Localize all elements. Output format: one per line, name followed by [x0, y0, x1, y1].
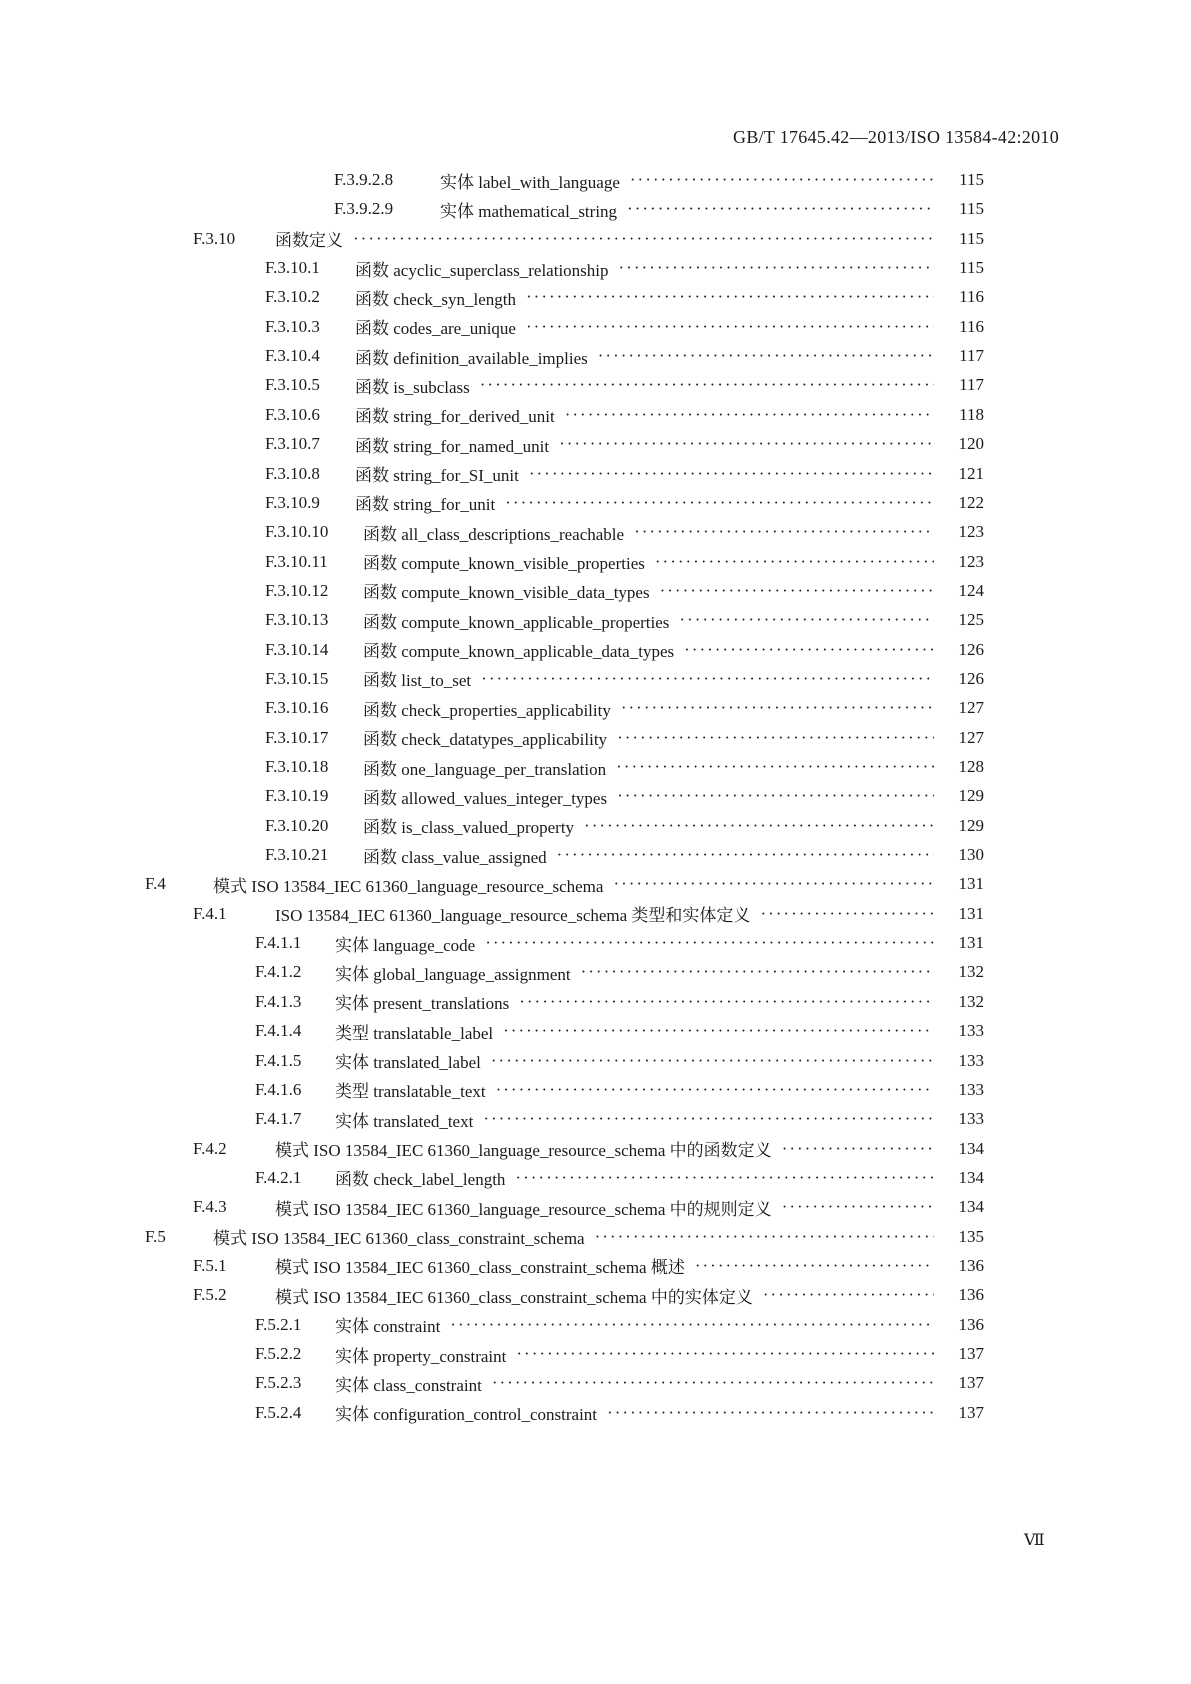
toc-entry[interactable] — [255, 1103, 984, 1135]
toc-entry-title: 函数 string_for_unit — [355, 495, 496, 515]
toc-entry-number: F.3.10.1 — [265, 258, 320, 278]
toc-entry-title: 实体 label_with_language — [440, 172, 620, 192]
toc-entry-page: 131 — [958, 903, 984, 923]
toc-entry-page: 115 — [959, 199, 984, 219]
toc-entry-title: 实体 property_constraint — [335, 1346, 507, 1366]
toc-entry-number: F.4.1.4 — [255, 1021, 302, 1041]
toc-entry-number: F.3.10.15 — [265, 668, 329, 688]
leader-dots — [485, 933, 934, 953]
leader-dots — [450, 1315, 934, 1335]
toc-entry[interactable] — [145, 868, 984, 900]
toc-entry-number: F.3.10.17 — [265, 727, 329, 747]
leader-dots — [679, 610, 934, 630]
toc-entry-page: 129 — [958, 786, 984, 806]
toc-entry[interactable] — [265, 722, 984, 754]
toc-entry-number: F.3.10.3 — [265, 316, 320, 336]
toc-entry-page: 118 — [959, 404, 984, 424]
toc-entry[interactable] — [334, 193, 984, 225]
toc-entry-number: F.4.1.6 — [255, 1079, 302, 1099]
toc-entry-page: 133 — [958, 1079, 984, 1099]
toc-entry-number: F.4.2.1 — [255, 1167, 302, 1187]
toc-entry-page: 133 — [958, 1021, 984, 1041]
toc-entry[interactable] — [265, 399, 984, 431]
toc-entry-title: 类型 translatable_label — [335, 1023, 494, 1043]
toc-entry[interactable] — [193, 898, 984, 930]
toc-entry-number: F.5.2.4 — [255, 1402, 302, 1422]
toc-entry-title: 模式 ISO 13584_IEC 61360_class_constraint_schema 概述 — [275, 1258, 685, 1278]
leader-dots — [353, 229, 934, 249]
toc-entry-title: 类型 translatable_text — [335, 1082, 486, 1102]
toc-entry[interactable] — [265, 575, 984, 607]
toc-entry-number: F.5 — [145, 1226, 166, 1246]
toc-entry[interactable] — [255, 1015, 984, 1047]
toc-entry-page: 116 — [959, 316, 984, 336]
toc-entry-page: 136 — [958, 1285, 984, 1305]
toc-entry-number: F.3.10.16 — [265, 698, 329, 718]
toc-entry-title: 函数定义 — [275, 231, 343, 251]
toc-entry-page: 127 — [958, 727, 984, 747]
toc-entry-page: 123 — [958, 522, 984, 542]
leader-dots — [617, 786, 934, 806]
leader-dots — [526, 287, 934, 307]
toc-entry[interactable] — [265, 634, 984, 666]
toc-entry-title: 函数 check_syn_length — [355, 289, 516, 309]
toc-entry-page: 115 — [959, 170, 984, 189]
toc-entry-number: F.4 — [145, 874, 166, 894]
leader-dots — [655, 552, 934, 572]
leader-dots — [634, 522, 934, 542]
toc-entry-page: 137 — [958, 1373, 984, 1393]
toc-entry[interactable] — [265, 546, 984, 578]
toc-entry-page: 115 — [959, 228, 984, 248]
toc-entry-title: 函数 check_properties_applicability — [363, 700, 611, 720]
toc-entry-title: 实体 language_code — [335, 935, 476, 955]
toc-entry[interactable] — [265, 458, 984, 490]
toc-entry-title: 函数 all_class_descriptions_reachable — [363, 524, 625, 544]
toc-entry-number: F.5.2.1 — [255, 1314, 302, 1334]
toc-entry-title: 实体 global_language_assignment — [335, 964, 571, 984]
leader-dots — [559, 434, 934, 454]
toc-entry-title: 函数 string_for_SI_unit — [355, 466, 519, 485]
toc-entry-title: 函数 compute_known_applicable_data_types — [363, 642, 675, 662]
toc-entry-title: 函数 allowed_values_integer_types — [363, 788, 608, 808]
toc-entry-page: 131 — [958, 874, 984, 894]
toc-entry-number: F.5.2 — [193, 1285, 227, 1305]
leader-dots — [617, 728, 934, 748]
toc-entry-number: F.3.10.18 — [265, 757, 329, 776]
leader-dots — [519, 992, 934, 1012]
leader-dots — [492, 1373, 934, 1393]
leader-dots — [496, 1080, 934, 1100]
toc-entry-page: 132 — [958, 962, 984, 982]
toc-entry-number: F.3.10.11 — [265, 551, 328, 571]
toc-entry-page: 133 — [958, 1109, 984, 1129]
toc-entry-title: 模式 ISO 13584_IEC 61360_language_resource_schema 中的规则定义 — [275, 1199, 772, 1219]
toc-entry-title: ISO 13584_IEC 61360_language_resource_schema 类型和实体定义 — [275, 906, 751, 926]
toc-entry-title: 函数 compute_known_visible_data_types — [363, 583, 650, 603]
leader-dots — [763, 1285, 934, 1305]
toc-entry[interactable] — [193, 1133, 984, 1165]
toc-entry-number: F.3.9.2.9 — [334, 199, 394, 219]
toc-entry[interactable] — [265, 810, 984, 842]
toc-entry-page: 116 — [959, 287, 984, 307]
toc-entry-title: 函数 compute_known_applicable_properties — [363, 612, 670, 632]
toc-entry-number: F.4.1.7 — [255, 1109, 302, 1129]
leader-dots — [607, 1403, 934, 1423]
toc-entry-page: 122 — [958, 492, 984, 512]
toc-entry[interactable] — [265, 692, 984, 724]
toc-entry-number: F.5.2.3 — [255, 1373, 302, 1393]
toc-entry[interactable] — [255, 1367, 984, 1399]
toc-entry-title: 实体 translated_text — [335, 1111, 474, 1131]
toc-entry-number: F.5.2.2 — [255, 1344, 302, 1363]
toc-entry-title: 函数 is_subclass — [355, 377, 470, 397]
toc-entry[interactable] — [265, 311, 984, 343]
toc-entry-title: 函数 check_datatypes_applicability — [363, 730, 608, 750]
toc-entry[interactable] — [255, 1309, 984, 1341]
toc-entry-page: 133 — [958, 1050, 984, 1070]
toc-entry[interactable] — [265, 428, 984, 460]
toc-entry[interactable] — [145, 1221, 984, 1253]
toc-entry-page: 121 — [958, 463, 984, 483]
toc-entry-page: 126 — [958, 639, 984, 659]
toc-entry[interactable] — [265, 369, 984, 401]
toc-entry-page: 123 — [958, 551, 984, 571]
document-header: GB/T 17645.42—2013/ISO 13584-42:2010 — [733, 127, 1059, 147]
toc-entry[interactable] — [265, 663, 984, 695]
toc-entry-number: F.3.10.14 — [265, 639, 329, 659]
leader-dots — [480, 375, 934, 395]
toc-entry-page: 136 — [958, 1314, 984, 1334]
leader-dots — [695, 1256, 934, 1276]
toc-entry[interactable] — [255, 1045, 984, 1077]
toc-entry[interactable] — [265, 516, 984, 548]
toc-entry[interactable] — [265, 487, 984, 519]
leader-dots — [503, 1021, 934, 1041]
leader-dots — [598, 346, 934, 366]
leader-dots — [515, 1168, 934, 1188]
toc-entry-title: 函数 class_value_assigned — [363, 847, 547, 867]
leader-dots — [782, 1139, 934, 1159]
toc-entry[interactable] — [255, 986, 984, 1018]
toc-entry-page: 134 — [958, 1197, 984, 1217]
leader-dots — [557, 845, 934, 865]
toc-entry-number: F.3.10.2 — [265, 287, 320, 307]
toc-entry-number: F.3.10.21 — [265, 845, 329, 865]
toc-entry-title: 函数 string_for_named_unit — [355, 436, 550, 456]
toc-entry-number: F.3.10.12 — [265, 580, 329, 600]
leader-dots — [565, 405, 934, 425]
leader-dots — [584, 816, 934, 836]
toc-entry-number: F.3.10.4 — [265, 346, 320, 366]
toc-entry[interactable] — [193, 1250, 984, 1282]
toc-entry[interactable] — [265, 281, 984, 313]
leader-dots — [660, 581, 934, 601]
toc-entry-page: 128 — [958, 757, 984, 776]
toc-entry-page: 134 — [958, 1138, 984, 1158]
toc-entry-page: 137 — [958, 1344, 984, 1363]
toc-entry-page: 130 — [958, 845, 984, 865]
toc-entry[interactable] — [265, 604, 984, 636]
toc-entry-title: 实体 present_translations — [335, 994, 510, 1014]
toc-entry[interactable] — [193, 1191, 984, 1223]
toc-entry-title: 函数 string_for_derived_unit — [355, 407, 555, 427]
toc-entry-title: 函数 one_language_per_translation — [363, 759, 607, 779]
toc-entry[interactable] — [255, 956, 984, 988]
toc-entry-page: 135 — [958, 1226, 984, 1246]
toc-entry-page: 126 — [958, 668, 984, 688]
toc-entry[interactable] — [334, 164, 984, 196]
toc-entry-title: 实体 constraint — [335, 1317, 441, 1337]
toc-entry-page: 115 — [959, 258, 984, 278]
toc-entry-title: 函数 codes_are_unique — [355, 319, 516, 339]
toc-entry[interactable] — [265, 340, 984, 372]
toc-entry-number: F.3.10 — [193, 228, 236, 248]
toc-entry-number: F.3.10.10 — [265, 522, 329, 542]
toc-entry-number: F.3.10.5 — [265, 375, 320, 395]
leader-dots — [613, 874, 934, 894]
toc-entry-number: F.4.1.5 — [255, 1050, 302, 1070]
toc-entry-title: 函数 definition_available_implies — [355, 348, 588, 368]
toc-entry-page: 137 — [958, 1402, 984, 1422]
leader-dots — [595, 1227, 934, 1247]
leader-dots — [483, 1109, 934, 1129]
toc-entry-title: 模式 ISO 13584_IEC 61360_class_constraint_schema — [213, 1229, 585, 1249]
page-number-footer: Ⅶ — [1024, 1532, 1045, 1549]
toc-entry-number: F.3.10.20 — [265, 815, 329, 835]
toc-entry[interactable] — [265, 839, 984, 871]
toc-entry[interactable] — [265, 780, 984, 812]
leader-dots — [505, 493, 934, 513]
toc-entry-number: F.3.10.6 — [265, 404, 320, 424]
leader-dots — [684, 640, 934, 660]
toc-entry-number: F.3.10.9 — [265, 492, 320, 512]
toc-entry-number: F.3.9.2.8 — [334, 170, 394, 189]
toc-entry-number: F.4.1 — [193, 903, 227, 923]
toc-entry-page: 117 — [959, 375, 984, 395]
toc-entry[interactable] — [255, 1338, 984, 1370]
toc-entry[interactable] — [265, 252, 984, 284]
toc-entry-title: 函数 compute_known_visible_properties — [363, 554, 645, 574]
toc-entry-title: 实体 class_constraint — [335, 1375, 482, 1395]
toc-entry-page: 120 — [958, 434, 984, 454]
toc-entry-page: 136 — [958, 1255, 984, 1275]
toc-entry-page: 131 — [958, 933, 984, 953]
leader-dots — [526, 317, 934, 337]
toc-entry-title: 函数 check_label_length — [335, 1170, 506, 1190]
toc-entry-page: 124 — [958, 580, 984, 600]
toc-entry-number: F.3.10.8 — [265, 463, 320, 483]
leader-dots — [491, 1051, 934, 1071]
toc-entry[interactable] — [255, 1162, 984, 1194]
toc-entry-page: 129 — [958, 815, 984, 835]
toc-entry-title: 实体 translated_label — [335, 1053, 481, 1072]
toc-entry-number: F.4.3 — [193, 1197, 227, 1217]
leader-dots — [529, 464, 934, 484]
toc-entry-page: 127 — [958, 698, 984, 718]
toc-entry-page: 117 — [959, 346, 984, 366]
toc-entry-title: 模式 ISO 13584_IEC 61360_class_constraint_schema 中的实体定义 — [275, 1287, 753, 1307]
toc-entry-title: 实体 configuration_control_constraint — [335, 1405, 598, 1425]
toc-entry-number: F.4.1.3 — [255, 991, 302, 1011]
leader-dots — [630, 170, 934, 190]
toc-entry-number: F.5.1 — [193, 1255, 227, 1275]
toc-entry-page: 125 — [958, 610, 984, 630]
toc-entry[interactable] — [255, 1397, 984, 1429]
leader-dots — [581, 962, 934, 982]
leader-dots — [616, 757, 934, 777]
leader-dots — [619, 258, 934, 278]
toc-entry-number: F.3.10.7 — [265, 434, 320, 454]
leader-dots — [516, 1344, 934, 1364]
toc-entry-number: F.3.10.13 — [265, 610, 329, 630]
toc-entry-title: 函数 acyclic_superclass_relationship — [355, 260, 609, 280]
toc-entry-number: F.4.2 — [193, 1138, 227, 1158]
toc-entry[interactable] — [193, 223, 984, 255]
toc-entry-title: 实体 mathematical_string — [440, 201, 618, 221]
toc-entry-page: 132 — [958, 991, 984, 1011]
leader-dots — [621, 698, 934, 718]
toc-entry[interactable] — [265, 751, 984, 783]
toc-entry-title: 函数 list_to_set — [363, 671, 472, 691]
toc-entry-title: 函数 is_class_valued_property — [363, 818, 575, 838]
toc-entry[interactable] — [193, 1279, 984, 1311]
toc-entry-number: F.3.10.19 — [265, 786, 329, 806]
leader-dots — [782, 1197, 934, 1217]
leader-dots — [481, 669, 934, 689]
toc-entry[interactable] — [255, 927, 984, 959]
toc-entry[interactable] — [255, 1074, 984, 1106]
toc-entry-title: 模式 ISO 13584_IEC 61360_language_resource_schema — [213, 876, 604, 896]
toc-entry-number: F.4.1.1 — [255, 933, 302, 953]
leader-dots — [760, 904, 934, 924]
leader-dots — [627, 199, 934, 219]
toc-entry-title: 模式 ISO 13584_IEC 61360_language_resource_schema 中的函数定义 — [275, 1141, 772, 1161]
toc-entry-page: 134 — [958, 1167, 984, 1187]
toc-entry-number: F.4.1.2 — [255, 962, 302, 982]
